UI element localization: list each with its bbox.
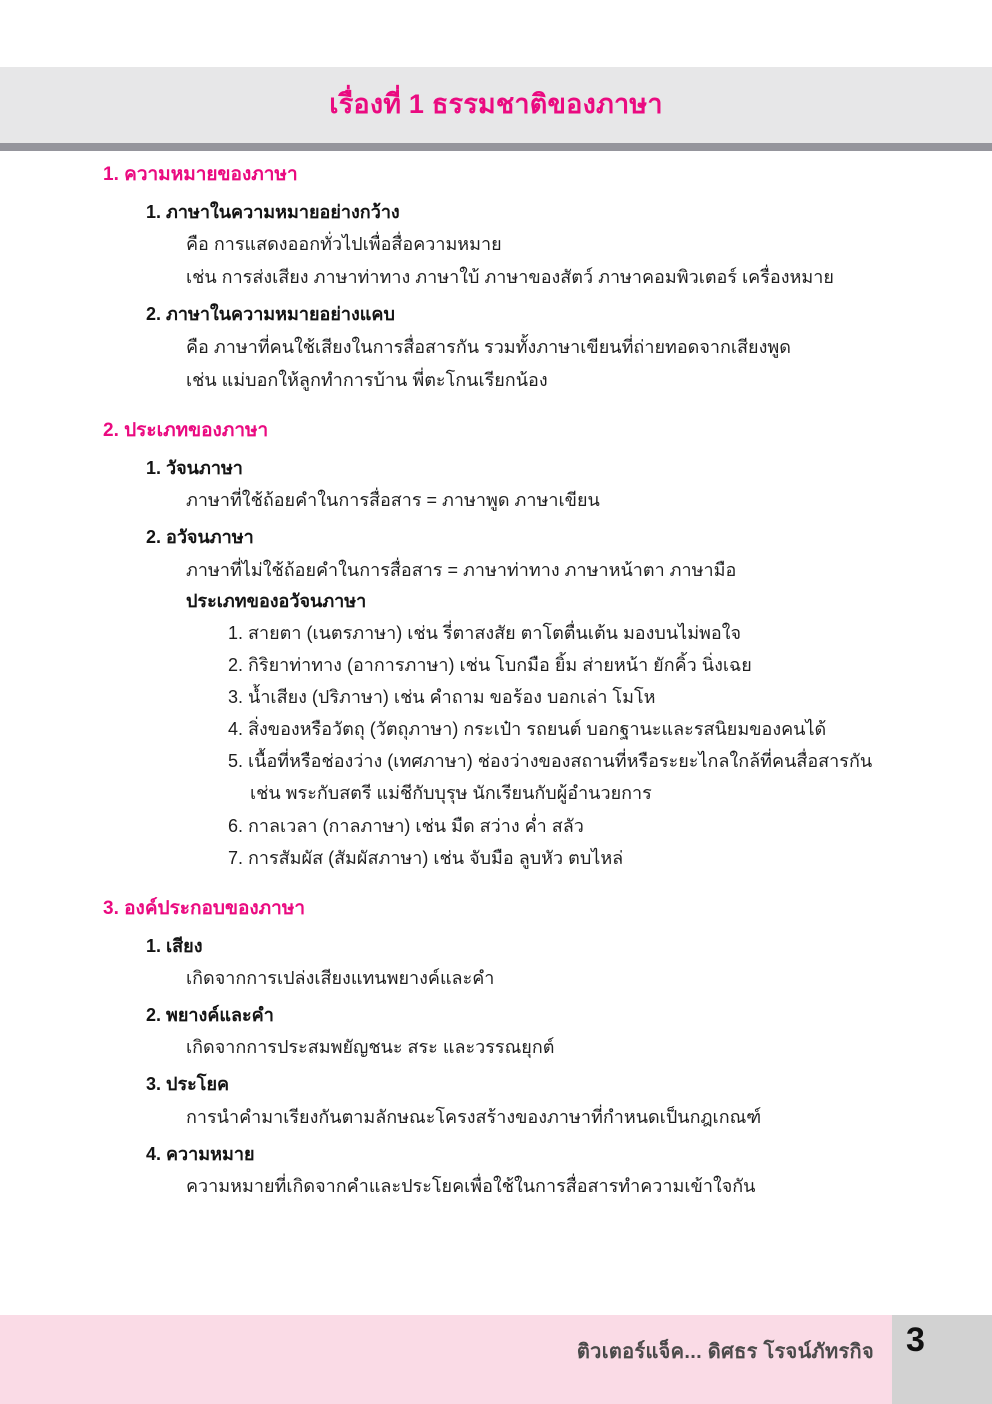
subsection-heading: 2. อวัจนภาษา bbox=[146, 527, 254, 548]
subsection-heading: 1. วัจนภาษา bbox=[146, 457, 243, 478]
subsection-heading: 1. ภาษาในความหมายอย่างกว้าง bbox=[146, 201, 400, 222]
subsection-heading: 1. เสียง bbox=[146, 935, 203, 956]
subsection-heading: 4. ความหมาย bbox=[146, 1143, 255, 1164]
section-heading: 3. องค์ประกอบของภาษา bbox=[103, 897, 306, 919]
section-heading: 2. ประเภทของภาษา bbox=[103, 419, 269, 441]
section-heading: 1. ความหมายของภาษา bbox=[103, 164, 298, 185]
document-content bbox=[0, 163, 992, 1212]
subsection-heading: 2. ภาษาในความหมายอย่างแคบ bbox=[146, 304, 395, 325]
body-line: ความหมายที่เกิดจากคำและประโยคเพื่อใช้ในการสื่อสารทำความเข้าใจกัน bbox=[186, 1176, 756, 1197]
list-item: 5. เนื้อที่หรือช่องว่าง (เทศภาษา) ช่องว่างของสถานที่หรือระยะไกลใกล้ที่คนสื่อสารกัน bbox=[228, 751, 873, 772]
subsection-block bbox=[0, 935, 992, 991]
body-line: ภาษาที่ใช้ถ้อยคำในการสื่อสาร = ภาษาพูด ภาษาเขียน bbox=[186, 490, 600, 511]
body-line: เช่น แม่บอกให้ลูกทำการบ้าน พี่ตะโกนเรียกน้อง bbox=[186, 369, 548, 390]
page-header-band bbox=[0, 67, 992, 143]
document-section bbox=[0, 163, 992, 393]
header-divider-rule bbox=[0, 143, 992, 151]
subsection-block bbox=[0, 526, 992, 871]
list-item-continuation: เช่น พระกับสตรี แม่ชีกับบุรุษ นักเรียนกับผู้อำนวยการ bbox=[250, 783, 652, 804]
body-line: คือ การแสดงออกทั่วไปเพื่อสื่อความหมาย bbox=[186, 234, 502, 255]
page-number: 3 bbox=[906, 1321, 925, 1359]
subsection-block bbox=[0, 1004, 992, 1060]
footer-credit: ติวเตอร์แจ็ค... ดิศธร โรจน์ภัทรกิจ bbox=[576, 1341, 874, 1363]
list-item: 7. การสัมผัส (สัมผัสภาษา) เช่น จับมือ ลูบหัว ตบไหล่ bbox=[228, 847, 624, 868]
subsection-block bbox=[0, 457, 992, 513]
body-line: คือ ภาษาที่คนใช้เสียงในการสื่อสารกัน รวมทั้งภาษาเขียนที่ถ่ายทอดจากเสียงพูด bbox=[186, 336, 791, 357]
body-line: การนำคำมาเรียงกันตามลักษณะโครงสร้างของภาษาที่กำหนดเป็นกฎเกณฑ์ bbox=[186, 1106, 762, 1127]
footer-band bbox=[0, 1315, 892, 1404]
body-line: เกิดจากการเปล่งเสียงแทนพยางค์และคำ bbox=[186, 967, 495, 988]
list-item: 4. สิ่งของหรือวัตถุ (วัตถุภาษา) กระเป๋า รถยนต์ บอกฐานะและรสนิยมของคนได้ bbox=[228, 719, 827, 740]
body-line: เกิดจากการประสมพยัญชนะ สระ และวรรณยุกต์ bbox=[186, 1037, 555, 1058]
numbered-list bbox=[0, 620, 992, 871]
list-item: 3. น้ำเสียง (ปริภาษา) เช่น คำถาม ขอร้อง บอกเล่า โมโห bbox=[228, 687, 656, 708]
subsection-block bbox=[0, 201, 992, 291]
subsection-block bbox=[0, 1073, 992, 1129]
list-item: 1. สายตา (เนตรภาษา) เช่น รี่ตาสงสัย ตาโตตื่นเต้น มองบนไม่พอใจ bbox=[228, 623, 742, 644]
page-title: เรื่องที่ 1 ธรรมชาติของภาษา bbox=[329, 89, 663, 120]
list-item: 6. กาลเวลา (กาลภาษา) เช่น มืด สว่าง ค่ำ สลัว bbox=[228, 815, 584, 836]
subsection-heading: 3. ประโยค bbox=[146, 1074, 230, 1095]
list-item: 2. กิริยาท่าทาง (อาการภาษา) เช่น โบกมือ ยิ้ม ส่ายหน้า ยักคิ้ว นิ่งเฉย bbox=[228, 655, 752, 676]
subsection-block bbox=[0, 1143, 992, 1199]
document-section bbox=[0, 897, 992, 1200]
page-number-box bbox=[892, 1315, 992, 1404]
inline-heading: ประเภทของอวัจนภาษา bbox=[186, 590, 367, 611]
document-section bbox=[0, 419, 992, 871]
subsection-heading: 2. พยางค์และคำ bbox=[146, 1005, 274, 1025]
body-line: เช่น การส่งเสียง ภาษาท่าทาง ภาษาใบ้ ภาษาของสัตว์ ภาษาคอมพิวเตอร์ เครื่องหมาย bbox=[186, 267, 834, 288]
subsection-block bbox=[0, 303, 992, 393]
body-line: ภาษาที่ไม่ใช้ถ้อยคำในการสื่อสาร = ภาษาท่าทาง ภาษาหน้าตา ภาษามือ bbox=[186, 559, 737, 580]
